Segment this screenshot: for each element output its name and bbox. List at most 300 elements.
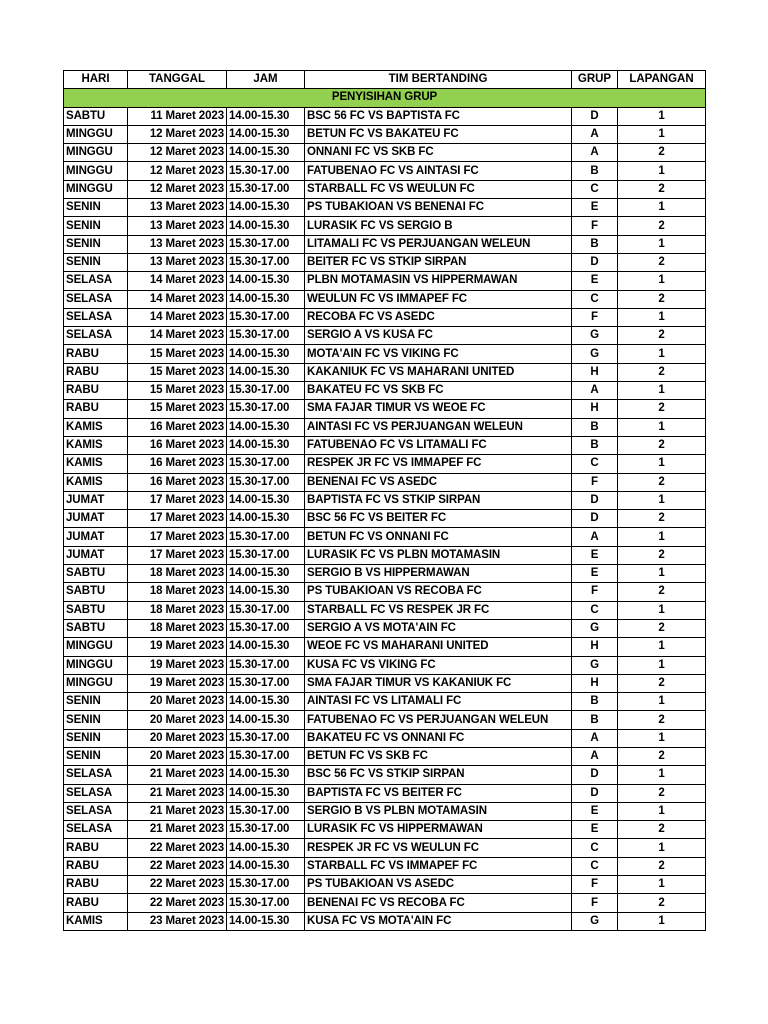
cell-tim-bertanding: PS TUBAKIOAN VS ASEDC [305, 876, 572, 894]
table-row [64, 601, 706, 619]
cell-lapangan: 1 [618, 345, 706, 363]
cell-tim-bertanding: KUSA FC VS VIKING FC [305, 656, 572, 674]
header-jam: JAM [227, 71, 305, 89]
cell-tanggal: 18 Maret 2023 [128, 601, 227, 619]
table-row [64, 107, 706, 125]
table-row [64, 839, 706, 857]
cell-tanggal: 16 Maret 2023 [128, 473, 227, 491]
cell-tim-bertanding: RESPEK JR FC VS WEULUN FC [305, 839, 572, 857]
cell-hari: SENIN [64, 217, 128, 235]
cell-tanggal: 13 Maret 2023 [128, 253, 227, 271]
cell-grup: A [572, 144, 618, 162]
table-row [64, 491, 706, 509]
cell-hari: JUMAT [64, 491, 128, 509]
cell-hari: SABTU [64, 601, 128, 619]
cell-jam: 14.00-15.30 [227, 766, 305, 784]
cell-tanggal: 17 Maret 2023 [128, 491, 227, 509]
cell-jam: 15.30-17.00 [227, 162, 305, 180]
header-lapangan: LAPANGAN [618, 71, 706, 89]
cell-grup: F [572, 308, 618, 326]
cell-lapangan: 1 [618, 839, 706, 857]
cell-jam: 14.00-15.30 [227, 436, 305, 454]
header-tanggal: TANGGAL [128, 71, 227, 89]
cell-jam: 14.00-15.30 [227, 693, 305, 711]
cell-jam: 15.30-17.00 [227, 455, 305, 473]
cell-lapangan: 1 [618, 876, 706, 894]
cell-jam: 14.00-15.30 [227, 857, 305, 875]
table-row [64, 125, 706, 143]
cell-jam: 15.30-17.00 [227, 601, 305, 619]
table-row [64, 619, 706, 637]
cell-tanggal: 18 Maret 2023 [128, 583, 227, 601]
cell-hari: SENIN [64, 253, 128, 271]
cell-tanggal: 14 Maret 2023 [128, 290, 227, 308]
cell-grup: G [572, 327, 618, 345]
cell-tanggal: 13 Maret 2023 [128, 199, 227, 217]
cell-grup: F [572, 583, 618, 601]
table-row [64, 400, 706, 418]
cell-grup: E [572, 272, 618, 290]
cell-jam: 15.30-17.00 [227, 674, 305, 692]
cell-grup: A [572, 747, 618, 765]
table-row [64, 436, 706, 454]
cell-jam: 14.00-15.30 [227, 272, 305, 290]
cell-lapangan: 1 [618, 382, 706, 400]
cell-jam: 15.30-17.00 [227, 528, 305, 546]
cell-jam: 15.30-17.00 [227, 382, 305, 400]
cell-grup: B [572, 711, 618, 729]
cell-grup: A [572, 382, 618, 400]
cell-tim-bertanding: SERGIO B VS HIPPERMAWAN [305, 565, 572, 583]
cell-jam: 15.30-17.00 [227, 894, 305, 912]
cell-grup: H [572, 363, 618, 381]
header-hari: HARI [64, 71, 128, 89]
cell-jam: 14.00-15.30 [227, 491, 305, 509]
table-row [64, 583, 706, 601]
cell-jam: 14.00-15.30 [227, 125, 305, 143]
cell-hari: JUMAT [64, 510, 128, 528]
table-row [64, 199, 706, 217]
cell-grup: C [572, 601, 618, 619]
cell-hari: JUMAT [64, 528, 128, 546]
table-row [64, 418, 706, 436]
cell-jam: 15.30-17.00 [227, 729, 305, 747]
cell-lapangan: 1 [618, 418, 706, 436]
cell-hari: SENIN [64, 199, 128, 217]
table-row [64, 290, 706, 308]
cell-jam: 14.00-15.30 [227, 565, 305, 583]
header-grup: GRUP [572, 71, 618, 89]
cell-tim-bertanding: FATUBENAO FC VS PERJUANGAN WELEUN [305, 711, 572, 729]
cell-tim-bertanding: STARBALL FC VS IMMAPEF FC [305, 857, 572, 875]
cell-lapangan: 1 [618, 656, 706, 674]
table-row [64, 327, 706, 345]
cell-hari: RABU [64, 857, 128, 875]
cell-tim-bertanding: RECOBA FC VS ASEDC [305, 308, 572, 326]
table-row [64, 565, 706, 583]
table-row [64, 656, 706, 674]
cell-lapangan: 2 [618, 436, 706, 454]
cell-lapangan: 1 [618, 565, 706, 583]
cell-jam: 15.30-17.00 [227, 619, 305, 637]
table-row [64, 272, 706, 290]
table-row [64, 180, 706, 198]
cell-grup: E [572, 199, 618, 217]
cell-tanggal: 21 Maret 2023 [128, 784, 227, 802]
cell-tim-bertanding: BETUN FC VS BAKATEU FC [305, 125, 572, 143]
cell-grup: C [572, 455, 618, 473]
cell-jam: 15.30-17.00 [227, 821, 305, 839]
cell-tim-bertanding: BAKATEU FC VS SKB FC [305, 382, 572, 400]
cell-tim-bertanding: PLBN MOTAMASIN VS HIPPERMAWAN [305, 272, 572, 290]
cell-grup: E [572, 565, 618, 583]
cell-tanggal: 19 Maret 2023 [128, 638, 227, 656]
cell-lapangan: 2 [618, 290, 706, 308]
cell-lapangan: 1 [618, 455, 706, 473]
table-row [64, 455, 706, 473]
cell-hari: MINGGU [64, 125, 128, 143]
cell-lapangan: 2 [618, 473, 706, 491]
cell-tim-bertanding: BAKATEU FC VS ONNANI FC [305, 729, 572, 747]
cell-lapangan: 2 [618, 253, 706, 271]
cell-lapangan: 2 [618, 747, 706, 765]
cell-jam: 15.30-17.00 [227, 876, 305, 894]
cell-tanggal: 22 Maret 2023 [128, 857, 227, 875]
cell-grup: F [572, 894, 618, 912]
cell-tanggal: 13 Maret 2023 [128, 217, 227, 235]
cell-lapangan: 1 [618, 729, 706, 747]
schedule-table [63, 70, 706, 931]
cell-tim-bertanding: FATUBENAO FC VS LITAMALI FC [305, 436, 572, 454]
cell-tanggal: 18 Maret 2023 [128, 565, 227, 583]
cell-hari: MINGGU [64, 144, 128, 162]
cell-lapangan: 2 [618, 217, 706, 235]
cell-tanggal: 16 Maret 2023 [128, 418, 227, 436]
cell-tanggal: 11 Maret 2023 [128, 107, 227, 125]
cell-tim-bertanding: FATUBENAO FC VS AINTASI FC [305, 162, 572, 180]
cell-jam: 14.00-15.30 [227, 199, 305, 217]
cell-grup: G [572, 619, 618, 637]
table-row [64, 546, 706, 564]
table-row [64, 144, 706, 162]
cell-jam: 14.00-15.30 [227, 510, 305, 528]
cell-hari: KAMIS [64, 455, 128, 473]
cell-tim-bertanding: BSC 56 FC VS BAPTISTA FC [305, 107, 572, 125]
cell-jam: 14.00-15.30 [227, 839, 305, 857]
table-row [64, 821, 706, 839]
cell-grup: D [572, 766, 618, 784]
cell-lapangan: 1 [618, 199, 706, 217]
cell-hari: SABTU [64, 565, 128, 583]
cell-tim-bertanding: STARBALL FC VS WEULUN FC [305, 180, 572, 198]
cell-grup: F [572, 473, 618, 491]
cell-tim-bertanding: SMA FAJAR TIMUR VS KAKANIUK FC [305, 674, 572, 692]
cell-jam: 14.00-15.30 [227, 144, 305, 162]
cell-tanggal: 13 Maret 2023 [128, 235, 227, 253]
cell-hari: SABTU [64, 107, 128, 125]
table-row [64, 784, 706, 802]
cell-tanggal: 19 Maret 2023 [128, 656, 227, 674]
cell-grup: H [572, 638, 618, 656]
cell-tim-bertanding: WEULUN FC VS IMMAPEF FC [305, 290, 572, 308]
schedule-body [64, 89, 706, 931]
cell-grup: H [572, 674, 618, 692]
cell-tim-bertanding: SERGIO B VS PLBN MOTAMASIN [305, 802, 572, 820]
cell-lapangan: 1 [618, 912, 706, 930]
cell-lapangan: 1 [618, 308, 706, 326]
cell-lapangan: 2 [618, 674, 706, 692]
cell-jam: 14.00-15.30 [227, 711, 305, 729]
cell-tim-bertanding: BEITER FC VS STKIP SIRPAN [305, 253, 572, 271]
cell-tim-bertanding: MOTA'AIN FC VS VIKING FC [305, 345, 572, 363]
cell-lapangan: 2 [618, 583, 706, 601]
cell-grup: E [572, 546, 618, 564]
cell-grup: G [572, 656, 618, 674]
cell-hari: SENIN [64, 747, 128, 765]
cell-lapangan: 2 [618, 894, 706, 912]
cell-tim-bertanding: BENENAI FC VS ASEDC [305, 473, 572, 491]
cell-tim-bertanding: BENENAI FC VS RECOBA FC [305, 894, 572, 912]
cell-lapangan: 2 [618, 857, 706, 875]
table-row [64, 382, 706, 400]
table-row [64, 528, 706, 546]
table-row [64, 674, 706, 692]
cell-jam: 15.30-17.00 [227, 747, 305, 765]
cell-hari: RABU [64, 839, 128, 857]
cell-tanggal: 22 Maret 2023 [128, 876, 227, 894]
cell-hari: MINGGU [64, 162, 128, 180]
cell-hari: MINGGU [64, 180, 128, 198]
cell-tim-bertanding: PS TUBAKIOAN VS RECOBA FC [305, 583, 572, 601]
cell-grup: E [572, 802, 618, 820]
cell-tanggal: 20 Maret 2023 [128, 729, 227, 747]
cell-hari: SELASA [64, 308, 128, 326]
cell-hari: SENIN [64, 711, 128, 729]
cell-tim-bertanding: AINTASI FC VS LITAMALI FC [305, 693, 572, 711]
cell-hari: SENIN [64, 235, 128, 253]
cell-grup: E [572, 821, 618, 839]
cell-lapangan: 1 [618, 528, 706, 546]
cell-tim-bertanding: WEOE FC VS MAHARANI UNITED [305, 638, 572, 656]
cell-hari: SENIN [64, 693, 128, 711]
cell-jam: 15.30-17.00 [227, 400, 305, 418]
cell-tim-bertanding: LITAMALI FC VS PERJUANGAN WELEUN [305, 235, 572, 253]
table-row [64, 729, 706, 747]
cell-lapangan: 1 [618, 601, 706, 619]
cell-tim-bertanding: SERGIO A VS MOTA'AIN FC [305, 619, 572, 637]
cell-jam: 14.00-15.30 [227, 107, 305, 125]
cell-tanggal: 14 Maret 2023 [128, 272, 227, 290]
header-tim-bertanding: TIM BERTANDING [305, 71, 572, 89]
cell-jam: 14.00-15.30 [227, 217, 305, 235]
cell-tim-bertanding: LURASIK FC VS PLBN MOTAMASIN [305, 546, 572, 564]
cell-hari: SABTU [64, 583, 128, 601]
cell-tanggal: 15 Maret 2023 [128, 400, 227, 418]
cell-tanggal: 16 Maret 2023 [128, 455, 227, 473]
cell-tanggal: 21 Maret 2023 [128, 802, 227, 820]
cell-grup: D [572, 491, 618, 509]
cell-lapangan: 1 [618, 766, 706, 784]
section-row [64, 89, 706, 107]
cell-grup: F [572, 217, 618, 235]
cell-grup: C [572, 180, 618, 198]
cell-lapangan: 2 [618, 144, 706, 162]
cell-lapangan: 2 [618, 363, 706, 381]
cell-grup: C [572, 290, 618, 308]
cell-grup: B [572, 235, 618, 253]
cell-tanggal: 22 Maret 2023 [128, 894, 227, 912]
cell-lapangan: 2 [618, 619, 706, 637]
cell-lapangan: 2 [618, 180, 706, 198]
cell-grup: B [572, 436, 618, 454]
cell-hari: MINGGU [64, 674, 128, 692]
cell-tanggal: 20 Maret 2023 [128, 747, 227, 765]
cell-tanggal: 15 Maret 2023 [128, 345, 227, 363]
cell-tim-bertanding: BETUN FC VS ONNANI FC [305, 528, 572, 546]
cell-tim-bertanding: BAPTISTA FC VS BEITER FC [305, 784, 572, 802]
cell-jam: 15.30-17.00 [227, 546, 305, 564]
cell-tim-bertanding: STARBALL FC VS RESPEK JR FC [305, 601, 572, 619]
cell-lapangan: 2 [618, 327, 706, 345]
cell-lapangan: 1 [618, 107, 706, 125]
cell-tim-bertanding: LURASIK FC VS SERGIO B [305, 217, 572, 235]
cell-hari: RABU [64, 382, 128, 400]
cell-grup: G [572, 912, 618, 930]
cell-grup: D [572, 784, 618, 802]
table-row [64, 747, 706, 765]
cell-hari: JUMAT [64, 546, 128, 564]
cell-hari: RABU [64, 345, 128, 363]
cell-tanggal: 12 Maret 2023 [128, 125, 227, 143]
cell-tim-bertanding: ONNANI FC VS SKB FC [305, 144, 572, 162]
cell-lapangan: 1 [618, 638, 706, 656]
table-row [64, 766, 706, 784]
table-row [64, 638, 706, 656]
cell-lapangan: 1 [618, 272, 706, 290]
cell-lapangan: 1 [618, 235, 706, 253]
cell-jam: 15.30-17.00 [227, 802, 305, 820]
cell-tim-bertanding: AINTASI FC VS PERJUANGAN WELEUN [305, 418, 572, 436]
header-row [64, 71, 706, 89]
cell-tanggal: 14 Maret 2023 [128, 327, 227, 345]
cell-lapangan: 1 [618, 802, 706, 820]
cell-grup: D [572, 510, 618, 528]
cell-grup: B [572, 693, 618, 711]
cell-grup: B [572, 418, 618, 436]
table-row [64, 912, 706, 930]
table-row [64, 235, 706, 253]
section-title: PENYISIHAN GRUP [64, 89, 706, 107]
table-row [64, 711, 706, 729]
cell-jam: 15.30-17.00 [227, 180, 305, 198]
cell-hari: SELASA [64, 766, 128, 784]
cell-jam: 15.30-17.00 [227, 473, 305, 491]
cell-hari: MINGGU [64, 638, 128, 656]
table-row [64, 308, 706, 326]
cell-hari: SENIN [64, 729, 128, 747]
cell-hari: KAMIS [64, 473, 128, 491]
cell-lapangan: 1 [618, 162, 706, 180]
cell-tim-bertanding: KAKANIUK FC VS MAHARANI UNITED [305, 363, 572, 381]
cell-jam: 14.00-15.30 [227, 290, 305, 308]
table-row [64, 876, 706, 894]
table-row [64, 857, 706, 875]
cell-hari: RABU [64, 363, 128, 381]
cell-jam: 15.30-17.00 [227, 253, 305, 271]
cell-tanggal: 17 Maret 2023 [128, 546, 227, 564]
cell-tim-bertanding: RESPEK JR FC VS IMMAPEF FC [305, 455, 572, 473]
cell-hari: MINGGU [64, 656, 128, 674]
cell-tim-bertanding: BAPTISTA FC VS STKIP SIRPAN [305, 491, 572, 509]
table-row [64, 217, 706, 235]
cell-lapangan: 2 [618, 510, 706, 528]
cell-grup: C [572, 857, 618, 875]
cell-grup: H [572, 400, 618, 418]
cell-grup: D [572, 107, 618, 125]
cell-hari: SELASA [64, 821, 128, 839]
cell-tanggal: 21 Maret 2023 [128, 821, 227, 839]
cell-tanggal: 22 Maret 2023 [128, 839, 227, 857]
cell-jam: 14.00-15.30 [227, 638, 305, 656]
cell-lapangan: 2 [618, 821, 706, 839]
cell-grup: B [572, 162, 618, 180]
cell-tanggal: 15 Maret 2023 [128, 382, 227, 400]
cell-jam: 14.00-15.30 [227, 363, 305, 381]
cell-lapangan: 2 [618, 400, 706, 418]
cell-hari: RABU [64, 894, 128, 912]
table-row [64, 345, 706, 363]
cell-jam: 15.30-17.00 [227, 327, 305, 345]
cell-lapangan: 2 [618, 784, 706, 802]
cell-tim-bertanding: PS TUBAKIOAN VS BENENAI FC [305, 199, 572, 217]
cell-tanggal: 12 Maret 2023 [128, 180, 227, 198]
cell-jam: 14.00-15.30 [227, 345, 305, 363]
cell-tanggal: 18 Maret 2023 [128, 619, 227, 637]
table-row [64, 363, 706, 381]
cell-hari: SELASA [64, 272, 128, 290]
table-row [64, 253, 706, 271]
cell-grup: D [572, 253, 618, 271]
cell-hari: KAMIS [64, 912, 128, 930]
cell-hari: SABTU [64, 619, 128, 637]
cell-jam: 14.00-15.30 [227, 583, 305, 601]
cell-grup: A [572, 125, 618, 143]
cell-lapangan: 1 [618, 491, 706, 509]
table-row [64, 894, 706, 912]
table-row [64, 510, 706, 528]
cell-hari: RABU [64, 876, 128, 894]
cell-tanggal: 23 Maret 2023 [128, 912, 227, 930]
cell-lapangan: 1 [618, 125, 706, 143]
cell-tanggal: 14 Maret 2023 [128, 308, 227, 326]
cell-tim-bertanding: SMA FAJAR TIMUR VS WEOE FC [305, 400, 572, 418]
cell-tanggal: 17 Maret 2023 [128, 510, 227, 528]
cell-jam: 15.30-17.00 [227, 656, 305, 674]
table-row [64, 802, 706, 820]
cell-grup: F [572, 876, 618, 894]
cell-tim-bertanding: BETUN FC VS SKB FC [305, 747, 572, 765]
cell-tim-bertanding: BSC 56 FC VS BEITER FC [305, 510, 572, 528]
cell-tanggal: 12 Maret 2023 [128, 144, 227, 162]
cell-hari: SELASA [64, 327, 128, 345]
cell-tanggal: 16 Maret 2023 [128, 436, 227, 454]
cell-lapangan: 1 [618, 693, 706, 711]
cell-jam: 14.00-15.30 [227, 784, 305, 802]
cell-tanggal: 17 Maret 2023 [128, 528, 227, 546]
cell-tim-bertanding: KUSA FC VS MOTA'AIN FC [305, 912, 572, 930]
cell-jam: 15.30-17.00 [227, 235, 305, 253]
cell-hari: KAMIS [64, 418, 128, 436]
